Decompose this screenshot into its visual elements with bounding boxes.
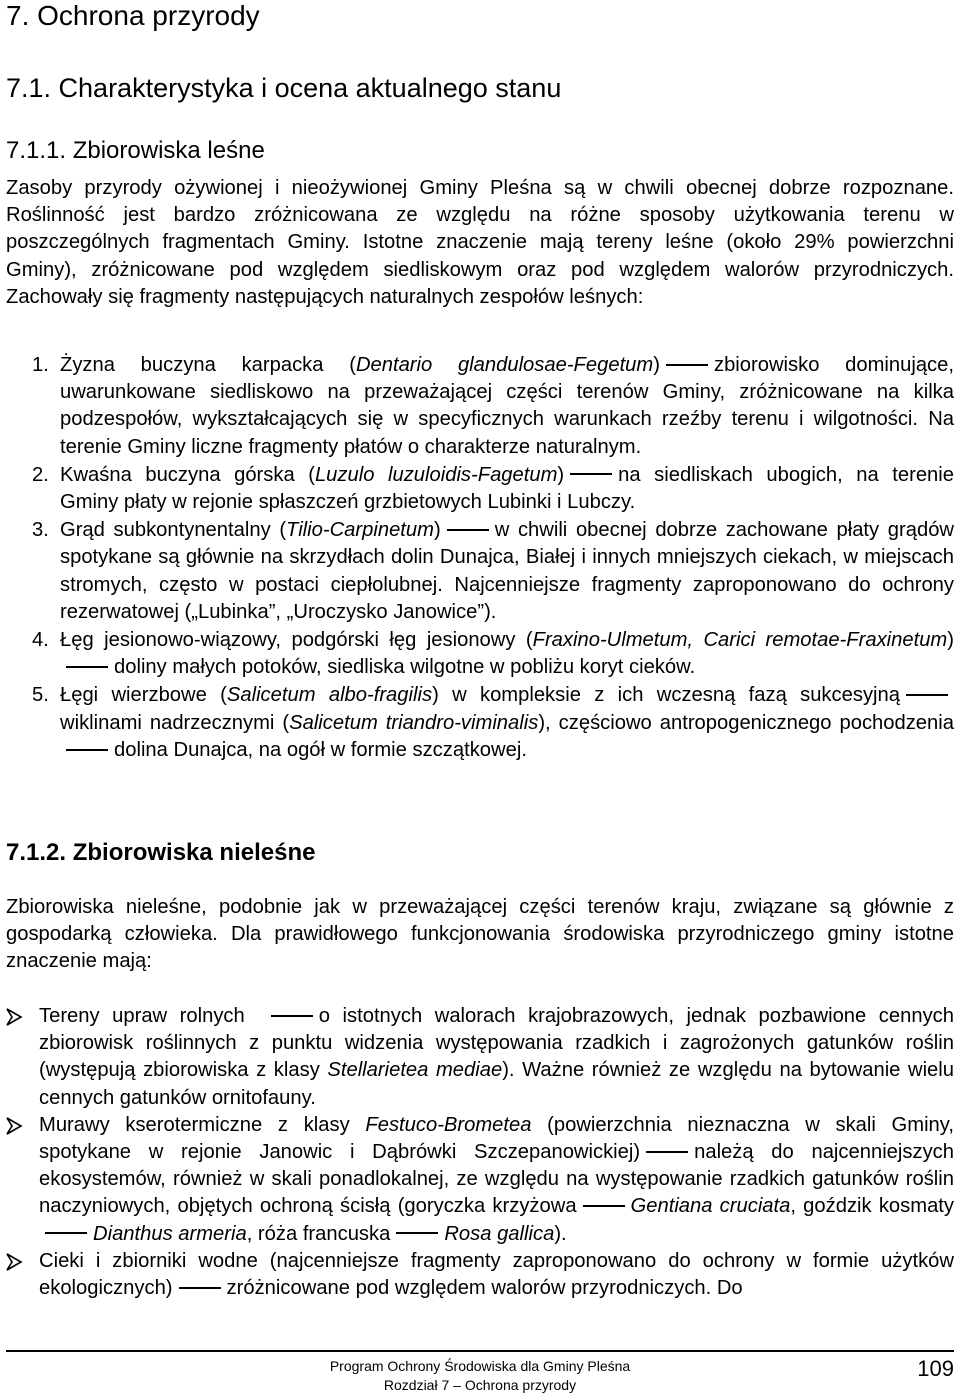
item-text: , goździk kosmaty (790, 1195, 954, 1218)
subsection-heading-forest: 7.1.1. Zbiorowiska leśne (6, 137, 265, 164)
item-text: o istotnych walorach krajobrazowych, jednak pozbawione cennych zbiorowisk roślinnych z punktu widzenia występowania rzadkich i zagrożonych gatunków roślin (występują zbiorowiska z klasy (39, 1005, 954, 1082)
list-number: 2. (32, 463, 49, 486)
page-number: 109 (917, 1356, 954, 1381)
item-text: ). Ważne również ze względu na bytowanie wielu cennych gatunków ornitofauny. (39, 1059, 954, 1109)
arrow-bullet-icon (4, 1252, 24, 1272)
item-text: (powierzchnia nieznaczna w skali Gminy, spotykane w rejonie Janowic i Dąbrówki Szczepanowickiej) (39, 1113, 954, 1164)
em-dash (396, 1232, 438, 1234)
em-dash (66, 666, 108, 668)
item-text: na siedliskach ubogich, na terenie Gminy płaty w rejonie spłaszczeń grzbietowych Lubinki i Lubczy. (60, 463, 954, 514)
bullet-item (6, 1112, 954, 1248)
latin-name: Salicetum albo-fragilis (226, 684, 433, 707)
running-footer (6, 1357, 954, 1395)
item-text: Żyzna buczyna karpacka ( (60, 354, 356, 376)
em-dash (583, 1205, 625, 1207)
list-item (6, 352, 954, 461)
item-text: Cieki i zbiorniki wodne (najcenniejsze fragmenty zaproponowano do ochrony w formie użytków ekologicznych) (39, 1249, 954, 1300)
item-text: należą do najcenniejszych ekosystemów, również w skali ponadlokalnej, ze względu na występowanie rzadkich gatunków roślin naczyniowych, objętych ochroną ścisłą (goryczka krzyżowa (39, 1141, 954, 1218)
nonforest-intro-paragraph: Zbiorowiska nieleśne, podobnie jak w przeważającej części terenów kraju, związane są głównie z gospodarką człowieka. Dla prawidłowego funkcjonowania środowiska przyrodniczego gminy istotne znaczenie mają: (6, 896, 954, 973)
list-number: 4. (32, 629, 49, 652)
item-text: zróżnicowane pod względem walorów przyrodniczych. Do (226, 1277, 743, 1300)
item-text: dolina Dunajca, na ogół w formie szczątkowej. (114, 738, 527, 761)
subsection-heading-nonforest: 7.1.2. Zbiorowiska nieleśne (6, 839, 316, 866)
section-heading: 7.1. Charakterystyka i ocena aktualnego stanu (6, 73, 562, 103)
item-text: , róża francuska (246, 1222, 391, 1245)
arrow-bullet-icon (4, 1116, 24, 1136)
item-text: ) (557, 463, 565, 486)
bullet-item (6, 1003, 954, 1112)
item-text: Łęgi wierzbowe ( (60, 684, 227, 707)
em-dash (66, 749, 108, 751)
latin-name: Gentiana cruciata (630, 1195, 791, 1218)
item-text: ) w kompleksie z ich wczesną fazą sukcesyjną (432, 684, 900, 707)
footer-title: Program Ochrony Środowiska dla Gminy Pleśna (329, 1358, 631, 1374)
arrow-bullet-icon (4, 1007, 24, 1027)
item-text: w chwili obecnej dobrze zachowane płaty grądów spotykane są głównie na skrzydłach dolin Dunajca, Białej i innych mniejszych ciekach, w miejscach stromych, często w postaci ciepłolubnej. Najcenniejsze fragmenty zaproponowano do ochrony rezerwatowej („Lubinka”, „Uroczysko Janowice”). (60, 519, 954, 623)
em-dash (646, 1151, 688, 1153)
latin-name: Festuco-Brometea (365, 1113, 532, 1136)
item-text: wiklinami nadrzecznymi ( (60, 711, 290, 734)
em-dash (666, 364, 708, 366)
list-number: 1. (32, 354, 49, 376)
latin-name: Dentario glandulosae-Fegetum (355, 354, 654, 376)
item-text: ) (947, 629, 954, 652)
latin-name: Luzulo luzuloidis-Fagetum (314, 463, 558, 486)
latin-name: Salicetum triandro-viminalis (289, 711, 539, 734)
list-number: 3. (32, 519, 49, 542)
latin-name: Fraxino-Ulmetum, Carici remotae-Fraxinetum (532, 629, 948, 652)
list-item (6, 627, 954, 681)
bullet-item (6, 1248, 954, 1302)
list-item (6, 682, 954, 764)
latin-name: Stellarietea mediae (327, 1059, 503, 1082)
em-dash (45, 1232, 87, 1234)
item-text: Tereny upraw rolnych (39, 1005, 245, 1027)
list-number: 5. (32, 684, 49, 707)
em-dash (179, 1287, 221, 1289)
latin-name: Dianthus armeria (93, 1222, 247, 1245)
footer-divider (6, 1350, 954, 1352)
item-text: ), częściowo antropogenicznego pochodzenia (538, 711, 954, 734)
forest-community-list (6, 352, 954, 765)
chapter-heading: 7. Ochrona przyrody (6, 0, 260, 31)
item-text: Łęg jesionowo-wiązowy, podgórski łęg jesionowy ( (60, 629, 533, 652)
footer-chapter: Rozdział 7 – Ochrona przyrody (383, 1377, 577, 1393)
latin-name: Rosa gallica (444, 1222, 555, 1245)
latin-name: Tilio-Carpinetum (286, 519, 434, 542)
item-text: ) (433, 519, 441, 542)
em-dash (570, 473, 612, 475)
em-dash (906, 694, 948, 696)
item-text: Murawy kserotermiczne z klasy (39, 1113, 366, 1136)
em-dash (447, 529, 489, 531)
item-text: ) (653, 354, 660, 376)
item-text: ). (554, 1222, 567, 1245)
item-text: Kwaśna buczyna górska ( (60, 463, 315, 486)
item-text: zbiorowisko dominujące, uwarunkowane siedliskowo na przeważającej części terenów Gminy, zróżnicowane na kilka podzespołów, wykształcających się w specyficznych warunkach rzeźby terenu i wilgotności. Na terenie Gminy liczne fragmenty płatów o charakterze naturalnym. (60, 354, 954, 458)
intro-paragraph: Zasoby przyrody ożywionej i nieożywionej Gminy Pleśna są w chwili obecnej dobrze rozpoznane. Roślinność jest bardzo zróżnicowana ze względu na różne sposoby użytkowania terenu w poszczególnych fragmentach Gminy. Istotne znaczenie mają tereny leśne (około 29% powierzchni Gminy), zróżnicowane pod względem siedliskowym oraz pod względem walorów przyrodniczych. Zachowały się fragmenty następujących naturalnych zespołów leśnych: (6, 177, 954, 308)
em-dash (271, 1015, 313, 1017)
list-item (6, 462, 954, 516)
nonforest-bullet-list (6, 1003, 954, 1302)
item-text: doliny małych potoków, siedliska wilgotne w pobliżu koryt cieków. (114, 656, 696, 679)
list-item (6, 517, 954, 626)
item-text: Grąd subkontynentalny ( (60, 519, 287, 542)
